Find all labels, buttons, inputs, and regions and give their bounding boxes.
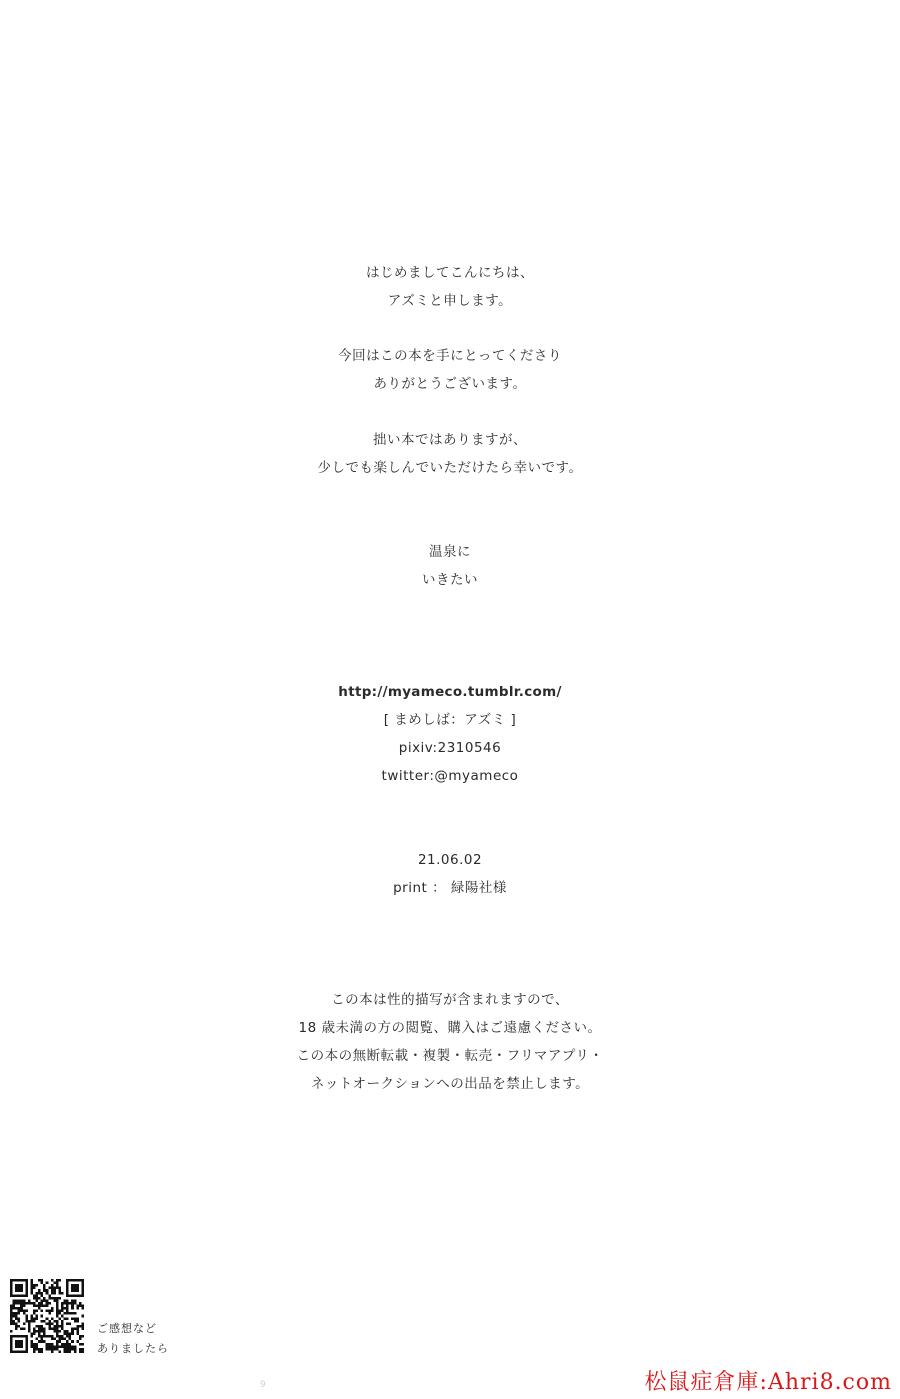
qr-caption-line-1: ご感想など <box>97 1322 157 1335</box>
publication-date: 21.06.02 <box>417 852 483 868</box>
thanks-line-2: ありがとうございます。 <box>373 376 527 392</box>
pixiv-id: pixiv:2310546 <box>398 740 502 756</box>
qr-caption-line-2: ありましたら <box>97 1342 169 1355</box>
notice-line-2: 18 歳未満の方の閲覧、購入はご遠慮ください。 <box>298 1020 602 1036</box>
wish-line-1: 温泉に <box>429 544 471 560</box>
notice-line-4: ネットオークションへの出品を禁止します。 <box>310 1076 590 1092</box>
hope-line-2: 少しでも楽しんでいただけたら幸いです。 <box>317 460 583 476</box>
greeting-line-1: はじめましてこんにちは、 <box>366 265 534 281</box>
circle-name: [ まめしば：アズミ ] <box>383 712 517 728</box>
qr-code-icon[interactable] <box>10 1279 84 1353</box>
thanks-line-1: 今回はこの本を手にとってくださり <box>338 348 562 364</box>
twitter-handle: twitter:@myameco <box>381 768 519 784</box>
notice-line-1: この本は性的描写が含まれますので、 <box>331 992 569 1008</box>
watermark-text: 松鼠症倉庫:Ahri8.com <box>644 1370 892 1395</box>
page-number: 9 <box>260 1380 266 1390</box>
printer-credit: print ： 緑陽社様 <box>393 880 507 896</box>
hope-line-1: 拙い本ではありますが、 <box>373 432 527 448</box>
wish-line-2: いきたい <box>422 572 478 588</box>
notice-line-3: この本の無断転載・複製・転売・フリマアプリ・ <box>296 1048 604 1064</box>
greeting-line-2: アズミと申します。 <box>387 293 513 309</box>
tumblr-link[interactable]: http://myameco.tumblr.com/ <box>338 684 562 700</box>
